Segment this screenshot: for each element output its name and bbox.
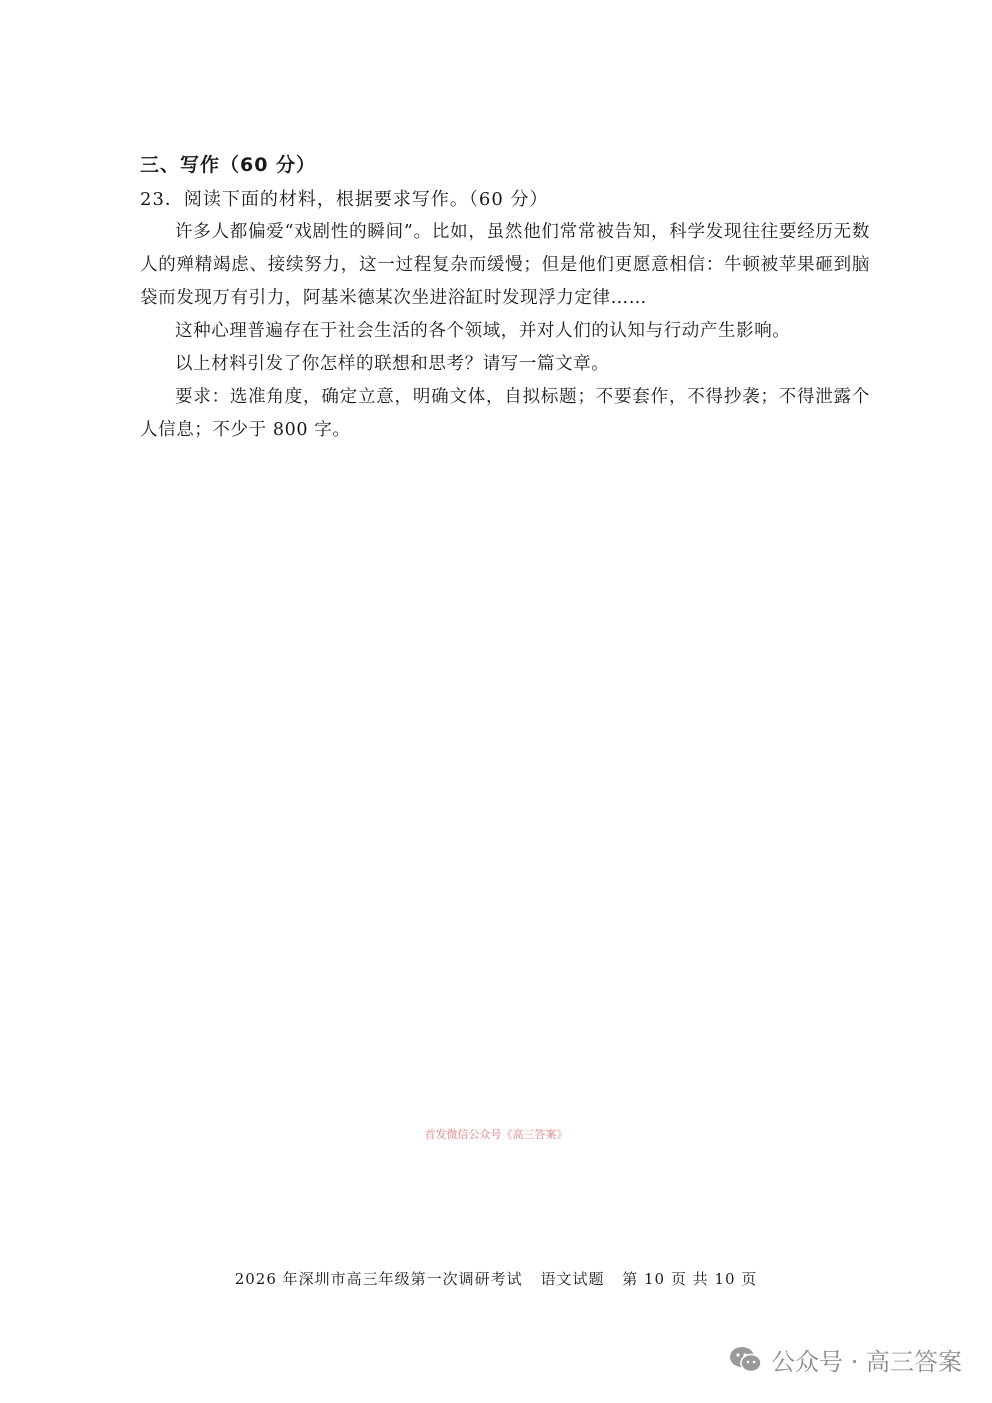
wechat-account-badge bbox=[729, 1342, 962, 1377]
material-paragraph: 许多人都偏爱“戏剧性的瞬间”。比如，虽然他们常常被告知，科学发现往往要经历无数人的殚精竭虑、接续努力，这一过程复杂而缓慢；但是他们更愿意相信：牛顿被苹果砸到脑袋而发现万有引力，阿基米德某次坐进浴缸时发现浮力定律…… bbox=[140, 222, 870, 308]
footer-subject: 语文试题 bbox=[540, 1270, 605, 1288]
section-title: 三、写作（60 分） bbox=[140, 154, 317, 176]
footer-exam-name: 2026 年深圳市高三年级第一次调研考试 bbox=[234, 1270, 523, 1288]
wechat-icon bbox=[729, 1346, 763, 1374]
question-title: 23．阅读下面的材料，根据要求写作。（60 分） bbox=[140, 189, 549, 210]
requirements-paragraph: 要求：选准角度，确定立意，明确文体，自拟标题；不要套作，不得抄袭；不得泄露个人信息；不少于 800 字。 bbox=[140, 387, 870, 440]
footer-page-number: 第 10 页 共 10 页 bbox=[622, 1270, 758, 1288]
page-footer bbox=[0, 1268, 992, 1289]
watermark-text: 首发微信公众号《高三答案》 bbox=[424, 1128, 568, 1141]
writing-material bbox=[140, 216, 870, 447]
wechat-account-name: 公众号 · 高三答案 bbox=[771, 1348, 962, 1376]
material-paragraph: 这种心理普遍存在于社会生活的各个领域，并对人们的认知与行动产生影响。 bbox=[175, 321, 791, 341]
material-paragraph: 以上材料引发了你怎样的联想和思考？请写一篇文章。 bbox=[175, 354, 610, 374]
